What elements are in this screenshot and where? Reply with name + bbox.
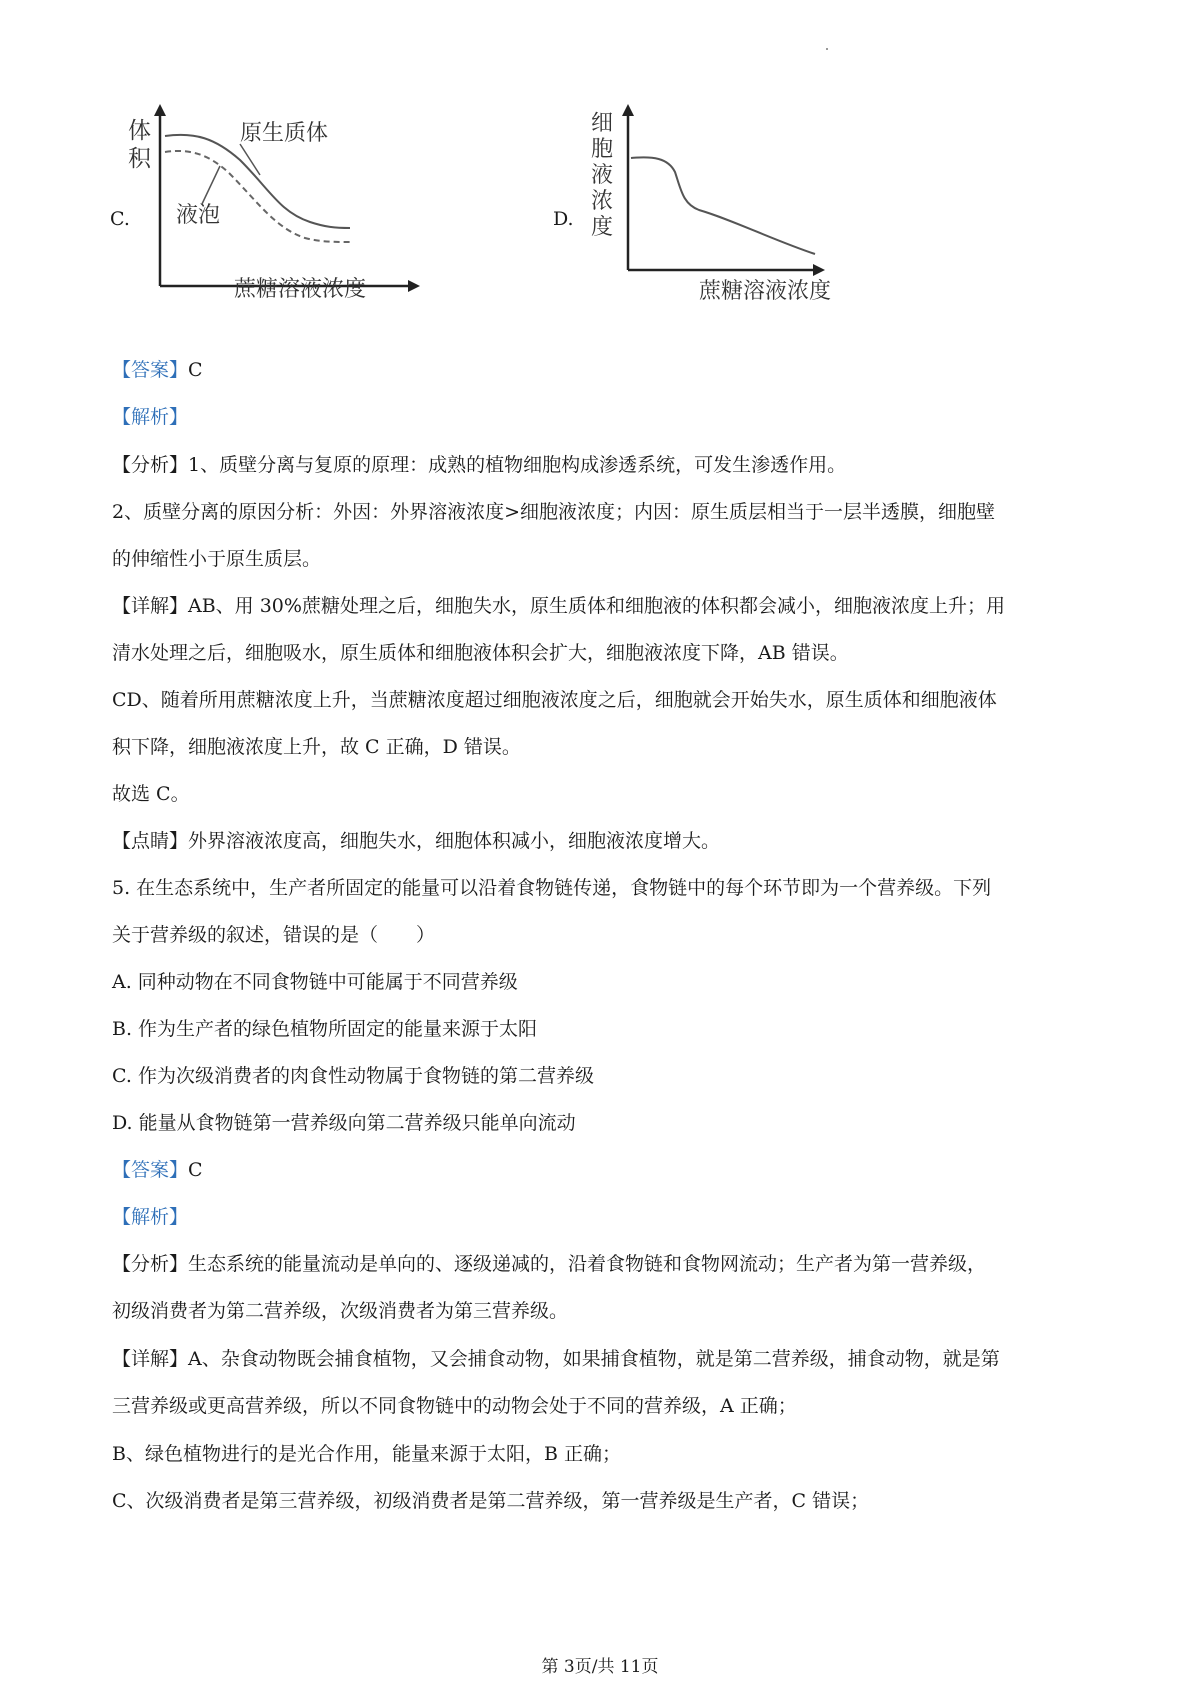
figure-d-y-label-3: 液 xyxy=(591,163,614,188)
line-text: 关于营养级的叙述，错误的是（ ） xyxy=(112,924,436,946)
text-line xyxy=(112,451,1102,479)
text-line xyxy=(112,1297,1102,1325)
line-text: 5. 在生态系统中，生产者所固定的能量可以沿着食物链传递，食物链中的每个环节即为一个营养级。下列 xyxy=(112,877,992,899)
figure-d-y-label-1: 细 xyxy=(591,111,614,136)
text-line xyxy=(112,1156,1102,1184)
figure-c-x-arrow xyxy=(408,280,420,292)
figure-c-x-label: 蔗糖溶液浓度 xyxy=(234,277,367,302)
figure-d-graph xyxy=(553,100,893,330)
text-line xyxy=(112,1109,1102,1137)
text-line xyxy=(112,592,1102,620)
figure-d-y-label-4: 浓 xyxy=(591,189,614,214)
line-text: 【点睛】外界溶液浓度高，细胞失水，细胞体积减小，细胞液浓度增大。 xyxy=(112,830,721,852)
figure-c-y-label-2: 积 xyxy=(128,146,151,172)
text-line xyxy=(112,874,1102,902)
text-line xyxy=(112,1345,1102,1373)
text-line xyxy=(112,639,1102,667)
line-tag: 【解析】 xyxy=(112,1206,189,1228)
line-text: 初级消费者为第二营养级，次级消费者为第三营养级。 xyxy=(112,1300,569,1322)
line-text: C、次级消费者是第三营养级，初级消费者是第二营养级，第一营养级是生产者，C 错误； xyxy=(112,1490,870,1512)
line-text: B. 作为生产者的绿色植物所固定的能量来源于太阳 xyxy=(112,1018,538,1040)
line-text: B、绿色植物进行的是光合作用，能量来源于太阳，B 正确； xyxy=(112,1443,621,1465)
text-line xyxy=(112,968,1102,996)
protoplast-label: 原生质体 xyxy=(240,121,329,146)
text-line xyxy=(112,733,1102,761)
figure-c xyxy=(110,100,430,330)
line-tag: 【答案】 xyxy=(112,1159,189,1181)
vacuole-label: 液泡 xyxy=(176,203,221,228)
text-line xyxy=(112,827,1102,855)
line-tag: 【解析】 xyxy=(112,406,189,428)
line-text: A. 同种动物在不同食物链中可能属于不同营养级 xyxy=(112,971,518,993)
line-text: 的伸缩性小于原生质层。 xyxy=(112,548,322,570)
figure-d-y-label-5: 度 xyxy=(591,215,614,240)
text-line xyxy=(112,1392,1102,1420)
figure-d xyxy=(553,100,893,330)
text-line xyxy=(112,1203,1102,1231)
vacuole-leader xyxy=(202,166,220,204)
line-text: 【分析】1、质壁分离与复原的原理：成熟的植物细胞构成渗透系统，可发生渗透作用。 xyxy=(112,454,847,476)
text-line xyxy=(112,1440,1102,1468)
text-line xyxy=(112,780,1102,808)
line-text: 三营养级或更高营养级，所以不同食物链中的动物会处于不同的营养级，A 正确； xyxy=(112,1395,797,1417)
line-text: 【详解】A、杂食动物既会捕食植物，又会捕食动物，如果捕食植物，就是第二营养级，捕食动物，就是第 xyxy=(112,1348,1000,1370)
cell-sap-curve xyxy=(631,157,815,254)
line-tag: 【答案】 xyxy=(112,359,189,381)
text-line xyxy=(112,356,1102,384)
line-text: 2、质壁分离的原因分析：外因：外界溶液浓度>细胞液浓度；内因：原生质层相当于一层半透膜，细胞壁 xyxy=(112,501,996,523)
line-text: C. 作为次级消费者的肉食性动物属于食物链的第二营养级 xyxy=(112,1065,594,1087)
text-line xyxy=(112,1015,1102,1043)
text-line xyxy=(112,1487,1102,1515)
figure-c-graph xyxy=(110,100,430,330)
line-text: C xyxy=(188,1159,203,1181)
text-line xyxy=(112,921,1102,949)
line-text: 积下降，细胞液浓度上升，故 C 正确，D 错误。 xyxy=(112,736,521,758)
figure-c-y-arrow xyxy=(154,104,166,116)
line-text: D. 能量从食物链第一营养级向第二营养级只能单向流动 xyxy=(112,1112,576,1134)
figure-d-y-arrow xyxy=(622,104,634,116)
figure-d-y-label-2: 胞 xyxy=(591,137,614,162)
figure-d-x-arrow xyxy=(813,264,825,276)
page-footer: 第 3页/共 11页 xyxy=(541,1657,659,1677)
figure-c-y-label-1: 体 xyxy=(128,118,151,144)
figure-c-label: C. xyxy=(110,208,130,230)
line-text: C xyxy=(188,359,203,381)
text-line xyxy=(112,1250,1102,1278)
vacuole-curve xyxy=(165,151,350,242)
line-text: 清水处理之后，细胞吸水，原生质体和细胞液体积会扩大，细胞液浓度下降，AB 错误。 xyxy=(112,642,849,664)
scan-speck xyxy=(826,48,828,50)
line-text: CD、随着所用蔗糖浓度上升，当蔗糖浓度超过细胞液浓度之后，细胞就会开始失水，原生质体和细胞液体 xyxy=(112,689,997,711)
text-line xyxy=(112,1062,1102,1090)
line-text: 故选 C。 xyxy=(112,783,190,805)
figure-d-label: D. xyxy=(553,208,574,230)
text-line xyxy=(112,403,1102,431)
line-text: 【分析】生态系统的能量流动是单向的、逐级递减的，沿着食物链和食物网流动；生产者为第一营养级， xyxy=(112,1253,987,1275)
figure-d-x-label: 蔗糖溶液浓度 xyxy=(699,279,832,304)
text-line xyxy=(112,545,1102,573)
text-line xyxy=(112,686,1102,714)
text-line xyxy=(112,498,1102,526)
line-text: 【详解】AB、用 30%蔗糖处理之后，细胞失水，原生质体和细胞液的体积都会减小，细胞液浓度上升；用 xyxy=(112,595,1005,617)
